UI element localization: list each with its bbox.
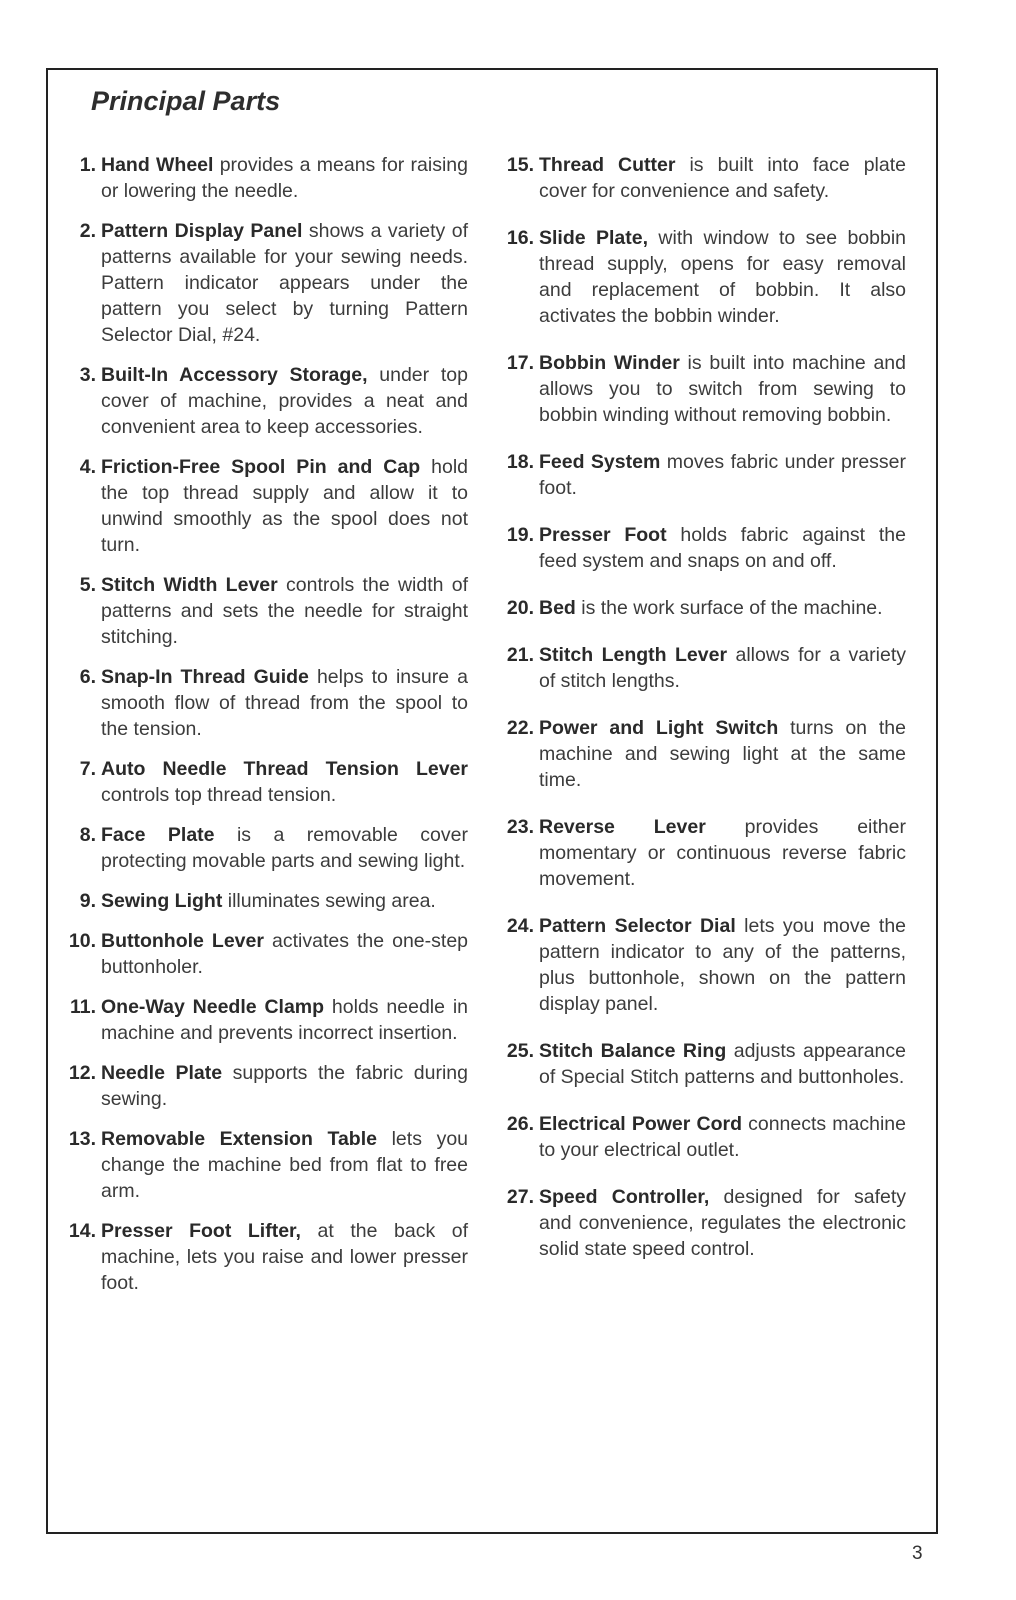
part-number: 11. [69, 996, 96, 1018]
parts-list-left [58, 152, 468, 1310]
part-description: holds fabric against the feed system and snaps on and off. [539, 524, 906, 572]
parts-list-right [496, 152, 906, 1283]
part-item [496, 814, 906, 892]
part-name: Removable Extension Table [101, 1128, 377, 1150]
part-description: at the back of machine, lets you raise and lower presser foot. [101, 1220, 468, 1294]
part-name: Built-In Accessory Storage, [101, 364, 368, 386]
part-name: Buttonhole Lever [101, 930, 264, 952]
part-name: Presser Foot [539, 524, 667, 546]
part-name: One-Way Needle Clamp [101, 996, 325, 1018]
part-description: is a removable cover protecting movable parts and sewing light. [101, 824, 468, 872]
part-item [58, 664, 468, 742]
part-name: Face Plate [101, 824, 215, 846]
part-description: adjusts appearance of Special Stitch patterns and buttonholes. [539, 1040, 906, 1088]
part-description: allows for a variety of stitch lengths. [539, 644, 906, 692]
part-name: Presser Foot Lifter, [101, 1220, 301, 1242]
part-description: provides a means for raising or lowering the needle. [101, 154, 468, 202]
part-number: 21. [506, 644, 534, 666]
part-item [496, 1184, 906, 1262]
part-description: with window to see bobbin thread supply, opens for easy removal and replacement of bobbin. It also activates the bobbin winder. [539, 227, 906, 327]
part-number: 20. [506, 597, 534, 619]
part-number: 17. [506, 352, 534, 374]
part-item [58, 362, 468, 440]
part-description: shows a variety of patterns available for your sewing needs. Pattern indicator appears under the pattern you select by turning Pattern Selector Dial, #24. [101, 220, 468, 346]
part-description: hold the top thread supply and allow it to unwind smoothly as the spool does not turn. [101, 456, 468, 556]
part-name: Slide Plate, [539, 227, 649, 249]
part-item [496, 152, 906, 204]
page-number: 3 [912, 1543, 923, 1564]
part-number: 5. [79, 574, 96, 596]
part-description: under top cover of machine, provides a neat and convenient area to keep accessories. [101, 364, 468, 438]
part-name: Electrical Power Cord [539, 1113, 742, 1135]
part-number: 15. [506, 154, 534, 176]
part-item [58, 888, 468, 914]
part-item [496, 595, 906, 621]
part-description: illuminates sewing area. [222, 890, 436, 912]
part-number: 2. [79, 220, 96, 242]
part-number: 12. [68, 1062, 96, 1084]
part-item [496, 1111, 906, 1163]
part-number: 13. [68, 1128, 96, 1150]
part-item [58, 1060, 468, 1112]
part-item [58, 1218, 468, 1296]
part-name: Bobbin Winder [539, 352, 680, 374]
part-description: controls the width of patterns and sets the needle for straight stitching. [101, 574, 469, 648]
part-item [58, 928, 468, 980]
part-name: Power and Light Switch [539, 717, 779, 739]
part-description: controls top thread tension. [101, 784, 337, 806]
part-item [496, 449, 906, 501]
part-description: is built into face plate cover for convenience and safety. [539, 154, 906, 202]
part-item [58, 454, 468, 558]
part-description: turns on the machine and sewing light at the same time. [539, 717, 906, 791]
part-description: is the work surface of the machine. [575, 597, 883, 619]
part-number: 1. [79, 154, 96, 176]
part-item [496, 913, 906, 1017]
part-number: 24. [506, 915, 534, 937]
part-number: 27. [506, 1186, 534, 1208]
part-name: Friction-Free Spool Pin and Cap [101, 456, 421, 478]
part-item [496, 1038, 906, 1090]
part-name: Snap-In Thread Guide [101, 666, 309, 688]
part-number: 8. [79, 824, 96, 846]
part-description: is built into machine and allows you to switch from sewing to bobbin winding without removing bobbin. [539, 352, 906, 426]
part-number: 22. [506, 717, 534, 739]
part-description: moves fabric under presser foot. [539, 451, 906, 499]
part-name: Pattern Selector Dial [539, 915, 736, 937]
part-number: 7. [79, 758, 96, 780]
part-number: 18. [506, 451, 534, 473]
part-item [58, 756, 468, 808]
part-name: Thread Cutter [539, 154, 676, 176]
part-item [58, 994, 468, 1046]
part-name: Auto Needle Thread Tension Lever [101, 758, 468, 780]
part-name: Reverse Lever [539, 816, 706, 838]
part-description: holds needle in machine and prevents incorrect insertion. [101, 996, 468, 1044]
part-number: 3. [79, 364, 96, 386]
part-number: 9. [79, 890, 96, 912]
part-description: lets you change the machine bed from flat to free arm. [101, 1128, 469, 1202]
part-item [496, 350, 906, 428]
part-name: Sewing Light [101, 890, 223, 912]
part-number: 6. [79, 666, 96, 688]
part-item [496, 225, 906, 329]
part-number: 16. [506, 227, 534, 249]
part-number: 10. [68, 930, 96, 952]
section-title: Principal Parts [91, 86, 281, 116]
part-item [496, 642, 906, 694]
part-item [58, 218, 468, 348]
part-name: Feed System [539, 451, 661, 473]
part-name: Stitch Length Lever [539, 644, 728, 666]
part-name: Speed Controller, [539, 1186, 710, 1208]
part-item [496, 715, 906, 793]
part-item [496, 522, 906, 574]
part-description: supports the fabric during sewing. [101, 1062, 468, 1110]
content-frame [46, 68, 938, 1534]
part-description: provides either momentary or continuous reverse fabric movement. [539, 816, 906, 890]
part-description: activates the one-step buttonholer. [101, 930, 469, 978]
part-name: Stitch Balance Ring [539, 1040, 727, 1062]
part-description: connects machine to your electrical outlet. [539, 1113, 906, 1161]
part-description: lets you move the pattern indicator to any of the patterns, plus buttonhole, shown on the pattern display panel. [539, 915, 907, 1015]
part-number: 14. [68, 1220, 96, 1242]
part-item [58, 822, 468, 874]
part-name: Pattern Display Panel [101, 220, 303, 242]
part-name: Needle Plate [101, 1062, 223, 1084]
part-number: 4. [79, 456, 96, 478]
part-description: designed for safety and convenience, regulates the electronic solid state speed control. [539, 1186, 907, 1260]
part-name: Stitch Width Lever [101, 574, 278, 596]
part-number: 19. [506, 524, 534, 546]
part-number: 23. [506, 816, 534, 838]
part-name: Bed [539, 597, 576, 619]
part-description: helps to insure a smooth flow of thread from the spool to the tension. [101, 666, 468, 740]
part-item [58, 152, 468, 204]
part-number: 25. [506, 1040, 534, 1062]
part-item [58, 1126, 468, 1204]
part-name: Hand Wheel [101, 154, 214, 176]
part-number: 26. [506, 1113, 534, 1135]
part-item [58, 572, 468, 650]
